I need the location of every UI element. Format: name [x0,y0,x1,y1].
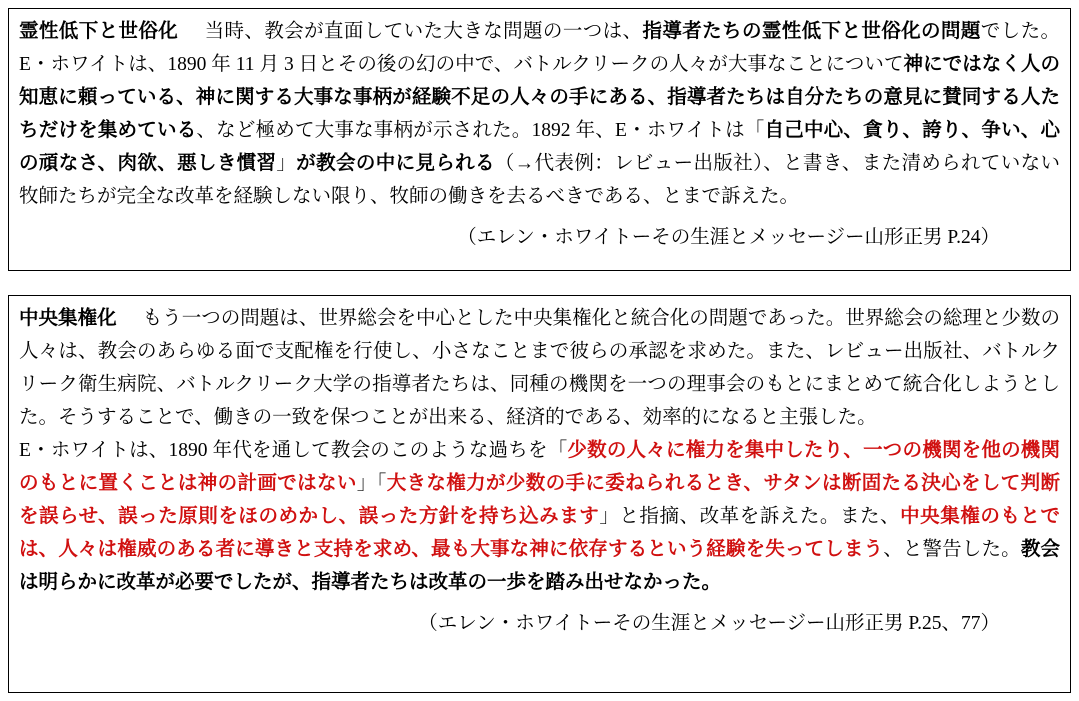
text-run-highlight: 少数の人々に権力を集中したり、一つの機関を他の機関のもとに置くことは神の計画ではない [19,440,1060,494]
text-run: もう一つの問題は、世界総会を中心とした中央集権化と統合化の問題であった。世界総会の総理と少数の人々は、教会のあらゆる面で支配権を行使し、小さなことまで彼らの承認を求めた。また、レビュー出版社、バトルクリーク衛生病院、バトルクリーク大学の指導者たちは、同種の機関を一つの理事会のもとにまとめて統合化しようとした。そうすることで、働きの一致を保つことが出来る、経済的である、効率的になると主張した。 [19,308,1060,428]
text-run: でした。E・ホワイトは、1890 年 11 月 3 日とその後の幻の中で、バトルクリークの人々が大事なことについて [19,21,1060,75]
section-divider-gap [8,271,1071,295]
text-run-bold: 自己中心、貪り、誇り、争い、心の頑なさ、肉欲、悪しき慣習 [19,120,1060,174]
section-2-paragraph-1 [19,302,1060,434]
text-run-bold: 指導者たちの霊性低下と世俗化の問題 [642,21,981,42]
text-run: 」 [276,153,297,174]
section-1-heading: 霊性低下と世俗化 [19,21,179,42]
text-run: 、など極めて大事な事柄が示された。1892 年、E・ホワイトは「 [196,120,765,141]
text-run-bold: が教会の中に見られる [296,153,495,174]
section-2-heading: 中央集権化 [19,308,117,329]
section-2-paragraph-2 [19,434,1060,599]
text-run: （→代表例：レビュー出版社）、と書き、また清められていない牧師たちが完全な改革を経験しない限り、牧師の働きを去るべきである、とまで訴えた。 [19,153,1060,207]
text-run: E・ホワイトは、1890 年代を通して教会のこのような過ちを「 [19,440,568,461]
text-run-bold: 教会は明らかに改革が必要でしたが、指導者たちは改革の一歩を踏み出せなかった。 [19,539,1060,593]
section-1-citation: （エレン・ホワイトーその生涯とメッセージー山形正男 P.24） [457,227,1000,248]
text-run: 、と警告した。 [883,539,1021,560]
text-run-bold: 神にではなく人の知恵に頼っている、神に関する大事な事柄が経験不足の人々の手にある、指導者たちは自分たちの意見に賛同する人たちだけを集めている [19,54,1060,141]
text-run: 」「 [356,473,387,494]
section-1-box [8,8,1071,271]
section-2-citation: （エレン・ホワイトーその生涯とメッセージー山形正男 P.25、77） [418,613,1000,634]
text-run-highlight: 大きな権力が少数の手に委ねられるとき、サタンは断固たる決心をして判断を誤らせ、誤った原則をほのめかし、誤った方針を持ち込みます [19,473,1060,527]
section-2-box [8,295,1071,693]
text-run: 」と指摘、改革を訴えた。また、 [599,506,901,527]
section-1-paragraph [19,15,1060,213]
text-run-highlight: 中央集権のもとでは、人々は権威のある者に導きと支持を求め、最も大事な神に依存するという経験を失ってしまう [19,506,1060,560]
text-run: 当時、教会が直面していた大きな問題の一つは、 [204,21,643,42]
